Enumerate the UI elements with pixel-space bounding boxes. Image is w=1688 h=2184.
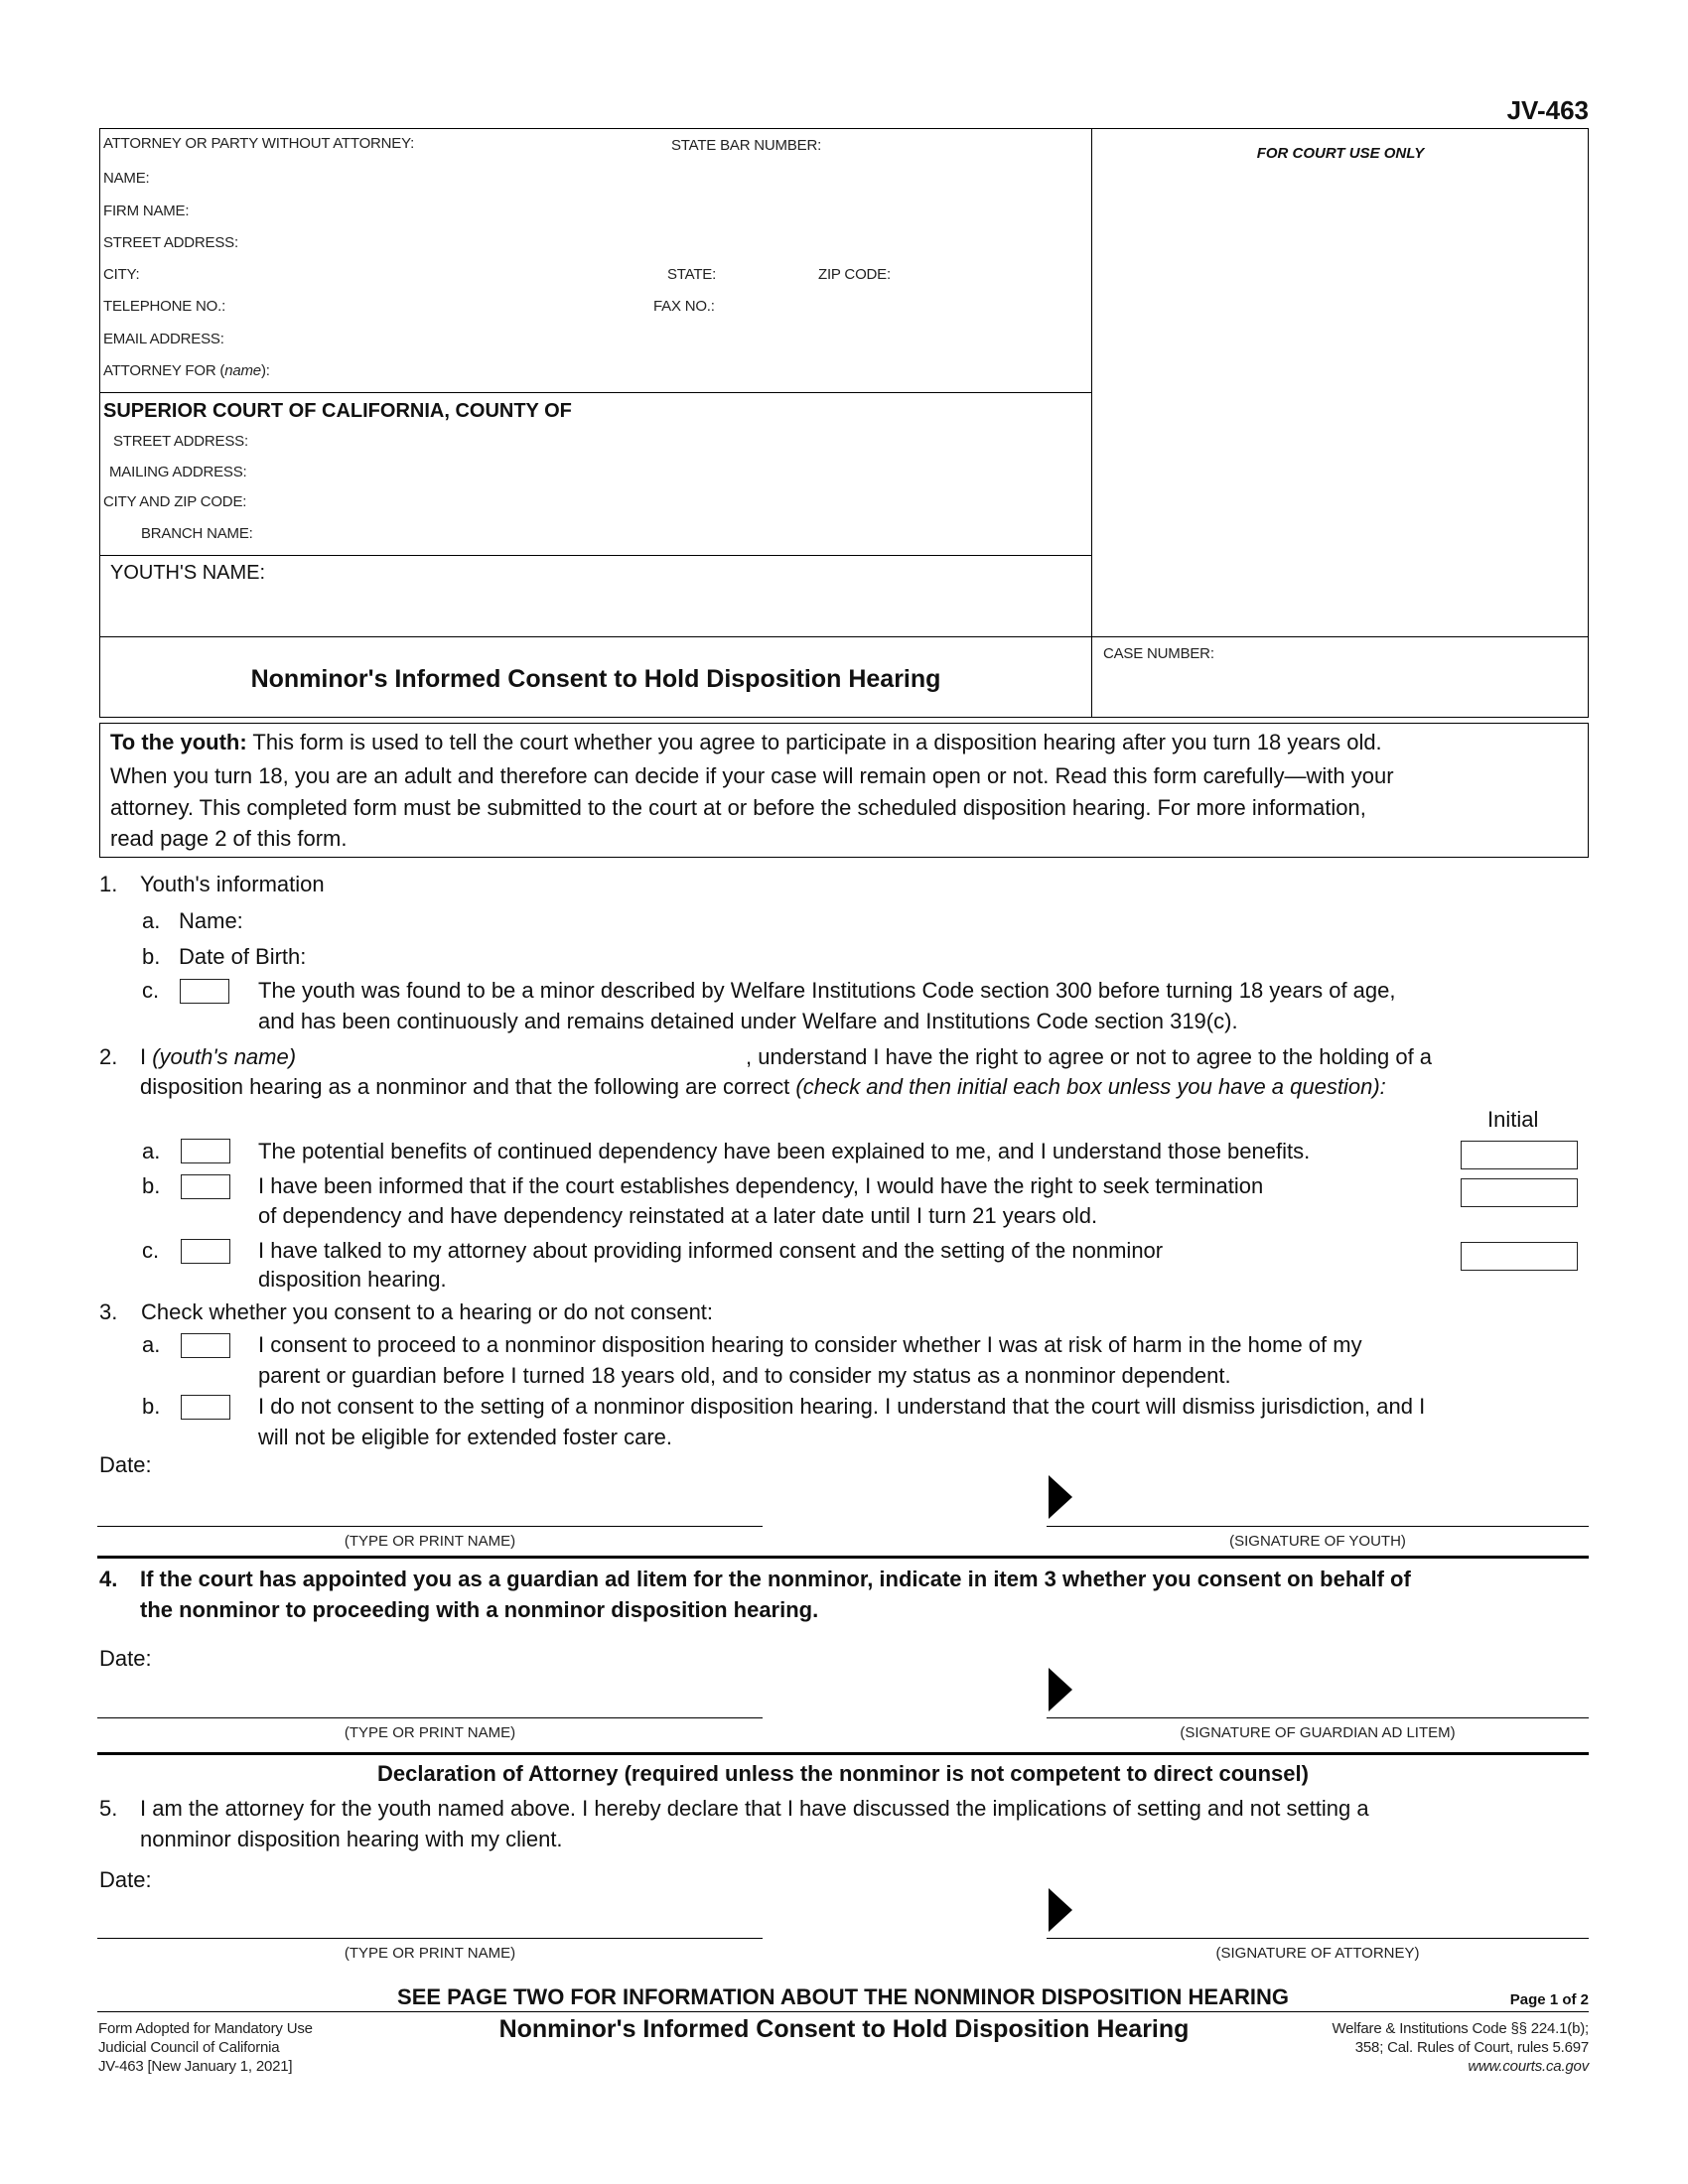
section-separator-2 — [97, 1752, 1589, 1755]
item-2-line-2: disposition hearing as a nonminor and that the following are correct (check and then initial each box unless you have a question): — [140, 1074, 1386, 1099]
attorney-city-input[interactable] — [149, 262, 659, 286]
firm-name-input[interactable] — [204, 199, 1086, 222]
footer-form-revision: JV-463 [New January 1, 2021] — [98, 2058, 293, 2075]
item-2c-checkbox[interactable] — [181, 1239, 230, 1264]
attorney-date-input[interactable] — [159, 1866, 560, 1894]
item-4-line-1: If the court has appointed you as a guardian ad litem for the nonminor, indicate in item 3 whether you consent on behalf of — [140, 1567, 1411, 1591]
fax-input[interactable] — [730, 294, 1086, 318]
declaration-heading: Declaration of Attorney (required unless the nonminor is not competent to direct counsel) — [377, 1761, 1309, 1786]
attorney-name-caption: (TYPE OR PRINT NAME) — [344, 1945, 516, 1962]
item-4-number: 4. — [99, 1567, 118, 1591]
guardian-name-line — [97, 1717, 763, 1718]
signature-arrow-icon — [1049, 1668, 1072, 1711]
item-2b-line-2: of dependency and have dependency reinstated at a later date until I turn 21 years old. — [258, 1203, 1098, 1228]
page-number: Page 1 of 2 — [1509, 1991, 1589, 2008]
item-1-number: 1. — [99, 872, 118, 896]
footer-adopted: Form Adopted for Mandatory Use — [98, 2020, 313, 2037]
item-3b-letter: b. — [142, 1394, 161, 1419]
intro-line-1: To the youth: This form is used to tell the court whether you agree to participate in a disposition hearing after you turn 18 years old. — [110, 730, 1382, 754]
youth-name-input[interactable] — [109, 590, 1086, 631]
intro-line-4: read page 2 of this form. — [110, 826, 348, 851]
attorney-date-label: Date: — [99, 1867, 152, 1892]
item-2-number: 2. — [99, 1044, 118, 1069]
footer-statute-2: 358; Cal. Rules of Court, rules 5.697 — [1354, 2039, 1589, 2056]
street-address-label: STREET ADDRESS: — [103, 234, 238, 251]
firm-name-label: FIRM NAME: — [103, 203, 190, 219]
signature-arrow-icon — [1049, 1475, 1072, 1519]
guardian-name-caption: (TYPE OR PRINT NAME) — [344, 1724, 516, 1741]
item-3a-line-1: I consent to proceed to a nonminor disposition hearing to consider whether I was at risk of harm in the home of my — [258, 1332, 1362, 1357]
youth-name-label: YOUTH'S NAME: — [110, 562, 266, 584]
guardian-date-label: Date: — [99, 1646, 152, 1671]
attorney-street-input[interactable] — [263, 230, 1086, 254]
telephone-label: TELEPHONE NO.: — [103, 298, 226, 315]
do-not-consent-checkbox[interactable] — [181, 1395, 230, 1420]
case-number-label: CASE NUMBER: — [1103, 645, 1214, 662]
court-street-label: STREET ADDRESS: — [113, 433, 248, 450]
case-number-input[interactable] — [1102, 670, 1583, 712]
attorney-for-input[interactable] — [298, 358, 1086, 382]
footer-judicial-council: Judicial Council of California — [98, 2039, 280, 2056]
item-1b-label: Date of Birth: — [179, 944, 307, 969]
item-1c-letter: c. — [142, 978, 160, 1003]
state-label: STATE: — [667, 266, 717, 283]
header-right-border — [1588, 128, 1589, 717]
footer-form-title: Nonminor's Informed Consent to Hold Disposition Hearing — [498, 2015, 1190, 2043]
item-4-line-2: the nonminor to proceeding with a nonminor disposition hearing. — [140, 1597, 819, 1622]
item-2c-initial-box[interactable] — [1461, 1242, 1578, 1271]
item-2c-line-2: disposition hearing. — [258, 1267, 447, 1292]
guardian-signature-field[interactable] — [1077, 1676, 1589, 1715]
attorney-state-input[interactable] — [730, 262, 813, 286]
item-1-title: Youth's information — [140, 872, 325, 896]
attorney-print-name-input[interactable] — [99, 1906, 767, 1938]
item-1c-line-1: The youth was found to be a minor described by Welfare Institutions Code section 300 before turning 18 years of age, — [258, 978, 1396, 1003]
guardian-signature-line — [1047, 1717, 1589, 1718]
item-2a-letter: a. — [142, 1139, 161, 1163]
form-title: Nonminor's Informed Consent to Hold Disposition Hearing — [250, 665, 941, 693]
see-page-two-notice: SEE PAGE TWO FOR INFORMATION ABOUT THE NONMINOR DISPOSITION HEARING — [397, 1984, 1289, 2009]
youth-name-line — [97, 1526, 763, 1527]
city-zip-label: CITY AND ZIP CODE: — [103, 493, 247, 510]
name-label: NAME: — [103, 170, 150, 187]
initial-column-header: Initial — [1487, 1107, 1539, 1132]
footer-statute-1: Welfare & Institutions Code §§ 224.1(b); — [1332, 2020, 1589, 2037]
attorney-name-line — [97, 1938, 763, 1939]
intro-line-3: attorney. This completed form must be submitted to the court at or before the scheduled disposition hearing. For more information, — [110, 795, 1366, 820]
footer-rule — [97, 2011, 1589, 2012]
header-bottom-border — [99, 717, 1589, 718]
youth-info-name-input[interactable] — [253, 907, 1588, 935]
item-2-intro: I (youth's name) — [140, 1044, 297, 1069]
county-input[interactable] — [635, 399, 1086, 425]
item-5-line-1: I am the attorney for the youth named above. I hereby declare that I have discussed the implications of setting and not setting a — [140, 1796, 1369, 1821]
mailing-address-label: MAILING ADDRESS: — [109, 464, 247, 480]
item-2-line-1-rest: , understand I have the right to agree or not to agree to the holding of a — [746, 1044, 1433, 1069]
court-block-bottom — [99, 555, 1092, 556]
form-number: JV-463 — [1506, 95, 1589, 125]
item-2b-line-1: I have been informed that if the court establishes dependency, I would have the right to seek termination — [258, 1173, 1264, 1198]
youth-date-label: Date: — [99, 1452, 152, 1477]
item-3b-line-2: will not be eligible for extended foster care. — [258, 1425, 673, 1449]
item-2a-text: The potential benefits of continued dependency have been explained to me, and I understand those benefits. — [258, 1139, 1311, 1163]
court-mailing-input[interactable] — [278, 460, 1086, 483]
branch-name-label: BRANCH NAME: — [141, 525, 253, 542]
item-2-youth-name-input[interactable] — [328, 1042, 749, 1070]
youth-signature-line — [1047, 1526, 1589, 1527]
item-3-title: Check whether you consent to a hearing or do not consent: — [141, 1299, 714, 1324]
item-1a-letter: a. — [142, 908, 161, 933]
attorney-signature-line — [1047, 1938, 1589, 1939]
item-3b-line-1: I do not consent to the setting of a nonminor disposition hearing. I understand that the court will dismiss jurisdiction, and I — [258, 1394, 1426, 1419]
youth-name-bottom — [99, 636, 1589, 637]
court-city-zip-input[interactable] — [278, 489, 1086, 513]
item-3a-letter: a. — [142, 1332, 161, 1357]
attorney-signature-caption: (SIGNATURE OF ATTORNEY) — [1215, 1945, 1420, 1962]
attorney-zip-input[interactable] — [909, 262, 1086, 286]
item-5-line-2: nonminor disposition hearing with my client. — [140, 1827, 563, 1851]
item-1c-line-2: and has been continuously and remains detained under Welfare and Institutions Code section 319(c). — [258, 1009, 1238, 1033]
item-2b-checkbox[interactable] — [181, 1174, 230, 1199]
youth-signature-field[interactable] — [1077, 1484, 1589, 1524]
state-bar-input[interactable] — [824, 133, 1086, 157]
date-of-birth-input[interactable] — [328, 943, 1588, 971]
email-input[interactable] — [248, 327, 1086, 350]
item-1a-label: Name: — [179, 908, 243, 933]
item-1c-checkbox[interactable] — [180, 979, 229, 1004]
guardian-print-name-input[interactable] — [99, 1686, 767, 1717]
item-2b-letter: b. — [142, 1173, 161, 1198]
item-3a-line-2: parent or guardian before I turned 18 years old, and to consider my status as a nonminor dependent. — [258, 1363, 1231, 1388]
footer-website-link[interactable]: www.courts.ca.gov — [1468, 2058, 1589, 2075]
intro-line-2: When you turn 18, you are an adult and therefore can decide if your case will remain open or not. Read this form carefully—with your — [110, 763, 1394, 788]
guardian-signature-caption: (SIGNATURE OF GUARDIAN AD LITEM) — [1180, 1724, 1456, 1741]
item-2a-initial-box[interactable] — [1461, 1141, 1578, 1169]
header-left-border — [99, 128, 100, 717]
branch-name-input[interactable] — [278, 521, 1086, 545]
header-top-border — [99, 128, 1589, 129]
court-use-only-label: FOR COURT USE ONLY — [1256, 145, 1425, 162]
item-5-number: 5. — [99, 1796, 118, 1821]
attorney-signature-field[interactable] — [1077, 1896, 1589, 1936]
youth-signature-caption: (SIGNATURE OF YOUTH) — [1229, 1533, 1406, 1550]
item-2b-initial-box[interactable] — [1461, 1178, 1578, 1207]
telephone-input[interactable] — [248, 294, 649, 318]
attorney-name-input[interactable] — [159, 167, 1086, 191]
attorney-block-title: ATTORNEY OR PARTY WITHOUT ATTORNEY: — [103, 135, 415, 152]
state-bar-label: STATE BAR NUMBER: — [671, 137, 822, 154]
item-2c-line-1: I have talked to my attorney about providing informed consent and the setting of the nonminor — [258, 1238, 1164, 1263]
fax-label: FAX NO.: — [653, 298, 715, 315]
section-separator-1 — [97, 1556, 1589, 1559]
court-street-input[interactable] — [278, 429, 1086, 453]
guardian-date-input[interactable] — [159, 1645, 560, 1673]
item-3-number: 3. — [99, 1299, 118, 1324]
city-label: CITY: — [103, 266, 140, 283]
attorney-for-label: ATTORNEY FOR (name): — [103, 362, 270, 379]
youth-name-caption: (TYPE OR PRINT NAME) — [344, 1533, 516, 1550]
zip-code-label: ZIP CODE: — [818, 266, 891, 283]
attorney-block-bottom — [99, 392, 1092, 393]
consent-checkbox[interactable] — [181, 1333, 230, 1358]
item-2c-letter: c. — [142, 1238, 160, 1263]
youth-print-name-input[interactable] — [99, 1494, 767, 1526]
email-label: EMAIL ADDRESS: — [103, 331, 224, 347]
court-title: SUPERIOR COURT OF CALIFORNIA, COUNTY OF — [103, 400, 572, 422]
item-1b-letter: b. — [142, 944, 161, 969]
youth-date-input[interactable] — [159, 1451, 560, 1479]
header-divider — [1091, 128, 1092, 717]
signature-arrow-icon — [1049, 1888, 1072, 1932]
item-2a-checkbox[interactable] — [181, 1139, 230, 1163]
